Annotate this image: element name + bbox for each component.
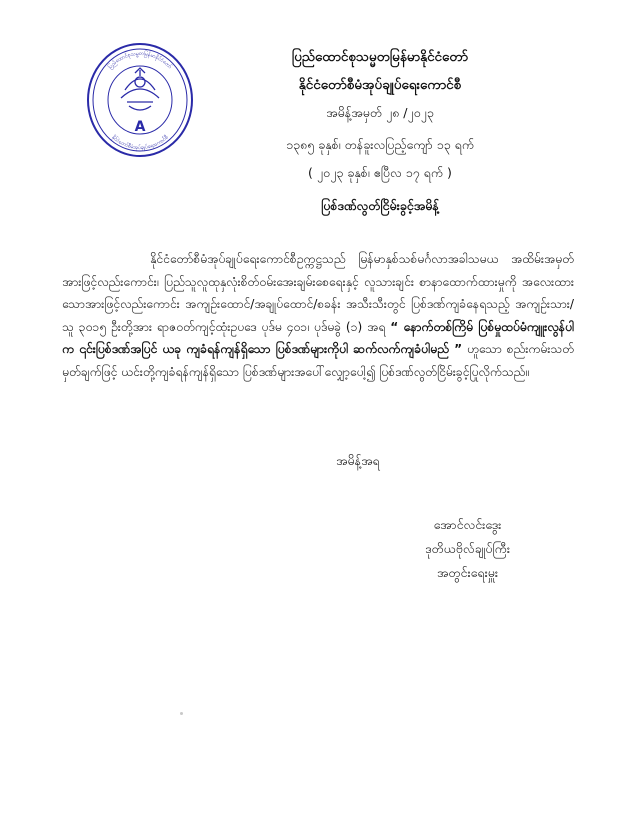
seal-letter: A [134, 119, 146, 135]
myanmar-date: ၁၃၈၅ ခုနှစ်၊ တန်ခူးလပြည့်ကျော် ၁၃ ရက် [285, 137, 475, 152]
english-date: ( ၂၀၂၃ ခုနှစ်၊ ဧပြီလ ၁၇ ရက် ) [308, 165, 452, 180]
order-number: အမိန့်အမှတ် ၂၈ /၂၀၂၃ [326, 105, 434, 120]
order-body [62, 248, 574, 384]
document-title: ပြစ်ဒဏ်လွတ်ငြိမ်းခွင့်အမိန့် [321, 198, 439, 213]
signatory-name: အောင်လင်းဒွေး [433, 517, 502, 532]
government-name: ပြည်ထောင်စုသမ္မတမြန်မာနိုင်ငံတော် [291, 49, 469, 65]
signatory-rank: ဒုတိယဗိုလ်ချုပ်ကြီး [424, 541, 511, 556]
signature-block [400, 513, 535, 585]
by-order-label: အမိန့်အရ [336, 453, 380, 468]
body-text-part-2: ဟူသော စည်းကမ်းသတ်မှတ်ချက်ဖြင့် ယင်းတို့ကျခံရန်ကျန်ရှိသော ပြစ်ဒဏ်များအပေါ်လျှော့ပေါ့၍ ပြစ်ဒဏ်လွတ်ငြိမ်းခွင့်ပြုလိုက်သည်။ [62, 342, 575, 379]
body-condition-quote: “ နောက်တစ်ကြိမ် ပြစ်မှုထပ်မံကျူးလွန်ပါက ၎င်းပြစ်ဒဏ်အပြင် ယခု ကျခံရန်ကျန်ရှိသော ပြစ်ဒဏ်များကိုပါ ဆက်လက်ကျခံပါမည် ” [62, 319, 575, 357]
council-name: နိုင်ငံတော်စီမံအုပ်ချုပ်ရေးကောင်စီ [298, 77, 462, 93]
body-paragraph [62, 248, 574, 384]
signatory-title: အတွင်းရေးမှူး [436, 565, 499, 580]
body-text-part-1: နိုင်ငံတော်စီမံအုပ်ချုပ်ရေးကောင်စီဥက္ကဋ္ဌသည် မြန်မာနှစ်သစ်မင်္ဂလာအခါသမယ အထိမ်းအမှတ်အားဖြင့်လည်းကောင်း၊ ပြည်သူလူထုနှလုံးစိတ်ဝမ်းအေးချမ်းစေရေးနှင့် လူသားချင်း စာနာထောက်ထားမှုကို အလေးထားသောအားဖြင့်လည်းကောင်း အကျဉ်းထောင်/အချုပ်ထောင်/စခန်း အသီးသီးတွင် ပြစ်ဒဏ်ကျခံနေရသည့် အကျဉ်းသား/သူ ၃၀၁၅ ဦးတို့အား ရာဇဝတ်ကျင့်ထုံးဥပဒေ ပုဒ်မ ၄၀၁၊ ပုဒ်မခွဲ (၁) အရ [62, 252, 574, 334]
svg-text:ပြည်ထောင်စုသမ္မတမြန်မာနိုင်ငံတ: ပြည်ထောင်စုသမ္မတမြန်မာနိုင်ငံတော် [107, 50, 173, 71]
scan-speck [180, 712, 183, 715]
svg-text:နိုင်ငံတော်စီမံအုပ်ချုပ်ရေးကော: နိုင်ငံတော်စီမံအုပ်ချုပ်ရေးကောင်စီ [110, 134, 170, 152]
